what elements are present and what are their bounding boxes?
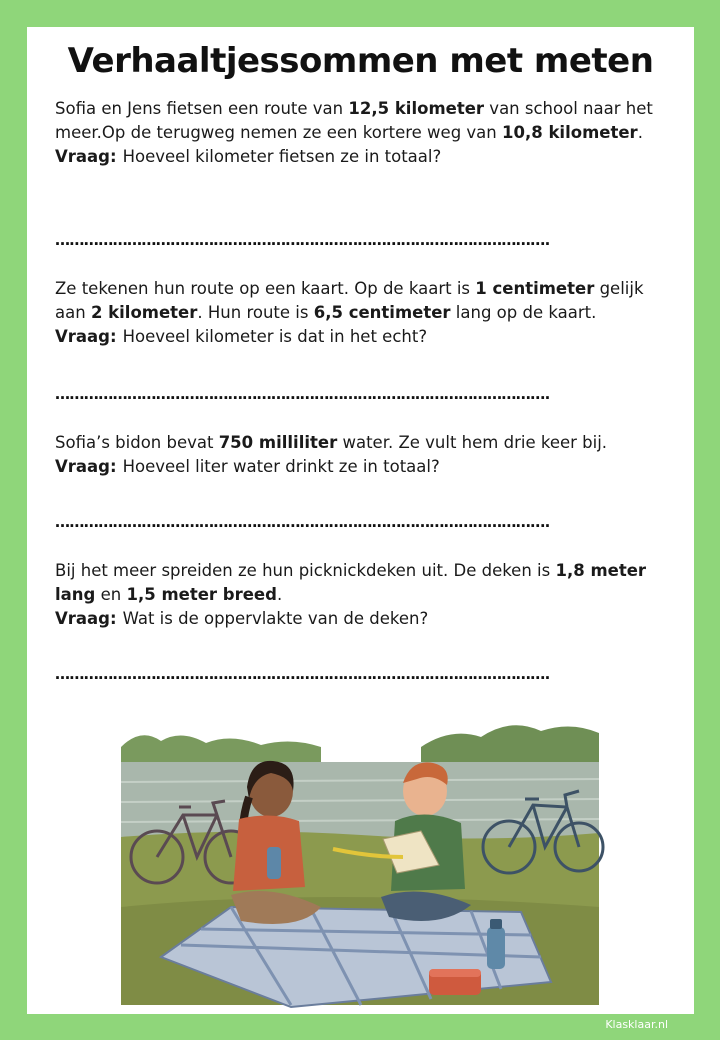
problem-emphasis: 1,8 meter lang [55,561,647,604]
problem-text: Ze tekenen hun route op een kaart. Op de kaart is [55,279,476,298]
problem-text: water. Ze vult hem drie keer bij. [337,433,608,452]
bottle [487,927,505,969]
problem-emphasis: 10,8 kilometer [502,123,638,142]
answer-line-2[interactable]: …………………………………………………………………………………………. [55,385,550,403]
question-label: Vraag: [55,609,117,628]
answer-line-4[interactable]: …………………………………………………………………………………………. [55,665,550,683]
problem-text: gelijk aan [55,279,644,322]
question-text: Hoeveel kilometer is dat in het echt? [122,327,428,346]
problem-emphasis: 2 kilometer [90,303,198,322]
problem-2 [55,277,655,349]
problem-text: Sofia’s bidon bevat [55,433,219,452]
problem-4 [55,559,655,631]
answer-line-1[interactable]: …………………………………………………………………………………………. [55,231,550,249]
answer-line-3[interactable]: …………………………………………………………………………………………. [55,513,550,531]
footer-brand: Klasklaar.nl [605,1018,668,1031]
worksheet-page [27,27,694,1014]
problem-text: . [276,585,283,604]
problem-1 [55,97,655,169]
water-bottle [267,847,281,879]
question-text: Hoeveel kilometer fietsen ze in totaal? [122,147,442,166]
problem-text: . [637,123,643,142]
problem-text: . Hun route is [197,303,314,322]
problem-text: en [95,585,127,604]
question-label: Vraag: [55,327,117,346]
problem-emphasis: 1 centimeter [475,279,595,298]
problem-text: van school naar het meer.Op de terugweg nemen ze een kortere weg van [55,99,653,142]
question-label: Vraag: [55,457,117,476]
question-text: Wat is de oppervlakte van de deken? [122,609,429,628]
page-title: Verhaaltjessommen met meten [67,41,654,81]
problem-emphasis: 750 milliliter [218,433,338,452]
picnic-illustration [121,707,599,1005]
problem-emphasis: 12,5 kilometer [348,99,485,118]
problem-text: lang op de kaart. [450,303,597,322]
problem-3 [55,431,655,479]
problem-text: Bij het meer spreiden ze hun picknickdeken uit. De deken is [55,561,556,580]
problem-text: Sofia en Jens fietsen een route van [55,99,349,118]
problem-emphasis: 1,5 meter breed [126,585,277,604]
problem-emphasis: 6,5 centimeter [313,303,451,322]
question-label: Vraag: [55,147,117,166]
question-text: Hoeveel liter water drinkt ze in totaal? [122,457,440,476]
